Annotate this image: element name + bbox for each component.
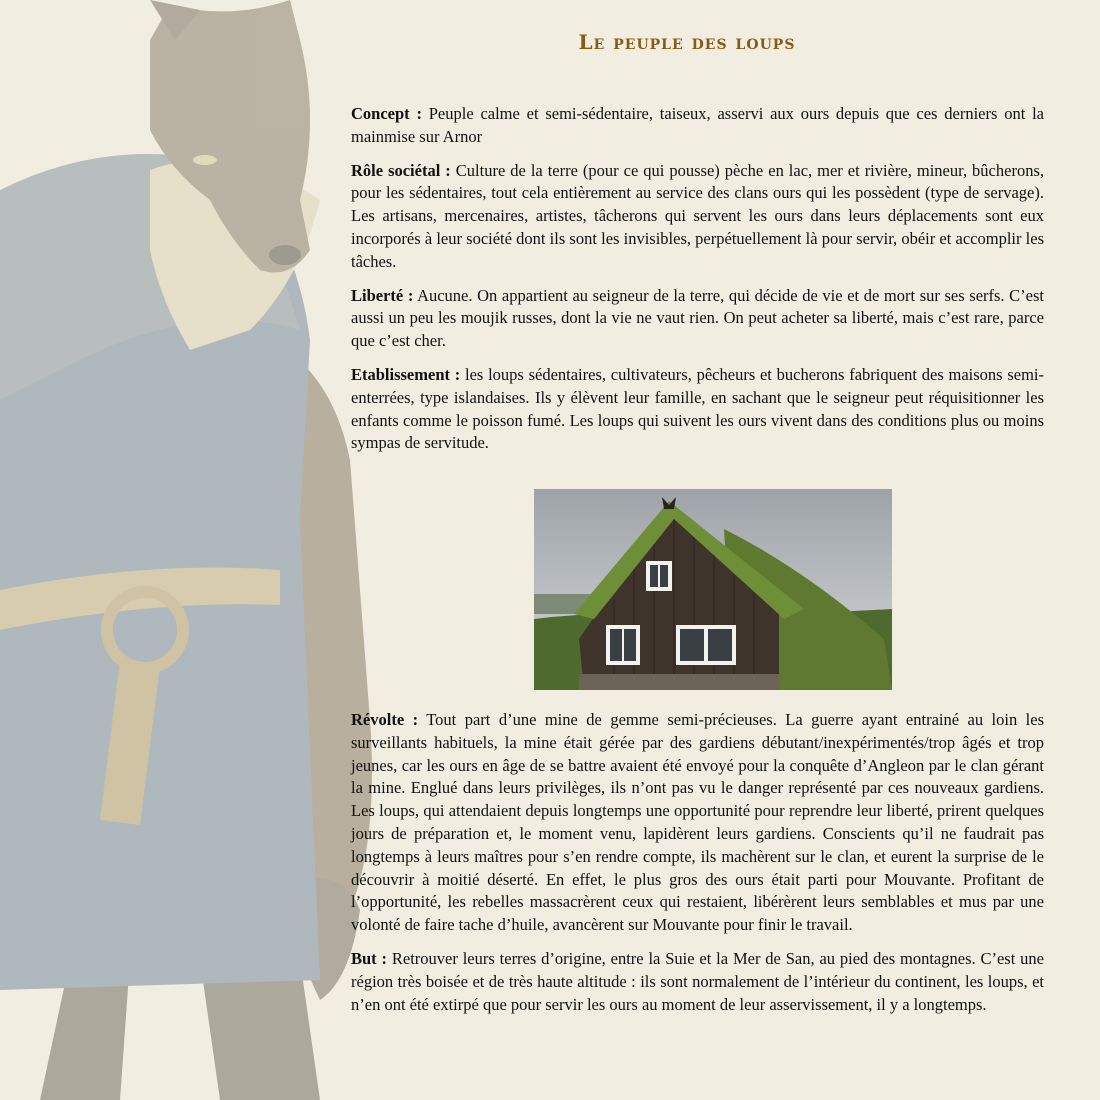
text-body-top (351, 103, 1044, 455)
revolte-text: Tout part d’une mine de gemme semi-précieuses. La guerre ayant entrainé au loin les surveillants habituels, la mine était gérée par des gardiens débutant/inexpérimentés/trop âgés et trop jeunes, car les ours en âge de se battre avaient été envoyé pour la conquête d’Angleon par le clan gérant la mine. Englué dans leurs privilèges, ils n’ont pas vu le danger représenté par ces nouveaux gardiens. Les loups, qui attendaient depuis longtemps une opportunité pour reprendre leur liberté, prirent quelques jours de préparation et, le moment venu, lapidèrent leurs gardiens. Conscients qu’il ne faudrait pas longtemps à leurs maîtres pour s’en rendre compte, ils machèrent sur le clan, et eurent la surprise de le découvrir à moitié déserté. En effet, le plus gros des ours était parti pour Mouvante. Profitant de l’opportunité, les rebelles massacrèrent ceux qui restaient, libérèrent leurs semblables et mus par une volonté de faire tache d’huile, avancèrent sur Mouvante pour finir le travail. (351, 710, 1044, 935)
etablissement-text: les loups sédentaires, cultivateurs, pêcheurs et bucherons fabriquent des maisons semi-enterrées, type islandaises. Ils y élèvent leur famille, en sachant que le seigneur peut réquisitionner les enfants comme le poisson fumé. Les loups qui suivent les ours vivent dans des conditions plus ou moins sympas de servitude. (351, 364, 1044, 453)
etablissement-paragraph (351, 364, 1044, 455)
turf-house-photo (534, 489, 892, 690)
concept-label: Concept : (351, 104, 422, 123)
liberte-paragraph (351, 285, 1044, 353)
concept-text: Peuple calme et semi-sédentaire, taiseux, asservi aux ours depuis que ces derniers ont la mainmise sur Arnor (351, 104, 1044, 146)
revolte-paragraph (351, 709, 1044, 937)
liberte-label: Liberté : (351, 285, 414, 305)
but-paragraph (351, 948, 1044, 1016)
liberte-text: Aucune. On appartient au seigneur de la terre, qui décide de vie et de mort sur ses serfs. C’est aussi un peu les moujik russes, dont la vie ne vaut rien. On peut acheter sa liberté, mais c’est rare, parce que c’est cher. (351, 285, 1044, 351)
role-label: Rôle sociétal : (351, 160, 451, 180)
but-text: Retrouver leurs terres d’origine, entre la Suie et la Mer de San, au pied des montagnes. C’est une région très boisée et de très haute altitude : ils sont normalement de l’intérieur du continent, les loups, et n’en ont été extirpé que pour servir les ours au moment de leur asservissement, il y a longtemps. (351, 948, 1044, 1014)
text-body-bottom (351, 709, 1044, 1016)
role-text: Culture de la terre (pour ce qui pousse) pèche en lac, mer et rivière, mineur, bûcherons, pour les sédentaires, tout cela entièrement au service des clans ours qui les possèdent (type de servage). Les artisans, mercenaires, artistes, tâcherons qui servent les ours dans leurs déplacements sont eux incorporés à leur société dont ils sont les invisibles, perpétuellement là pour servir, obéir et accomplir les tâches. (351, 160, 1044, 271)
page-title: Le peuple des loups (578, 30, 796, 54)
concept-paragraph (351, 103, 1044, 149)
role-paragraph (351, 160, 1044, 274)
revolte-label: Révolte : (351, 710, 419, 729)
etablissement-label: Etablissement : (351, 364, 461, 384)
but-label: But : (351, 948, 388, 968)
